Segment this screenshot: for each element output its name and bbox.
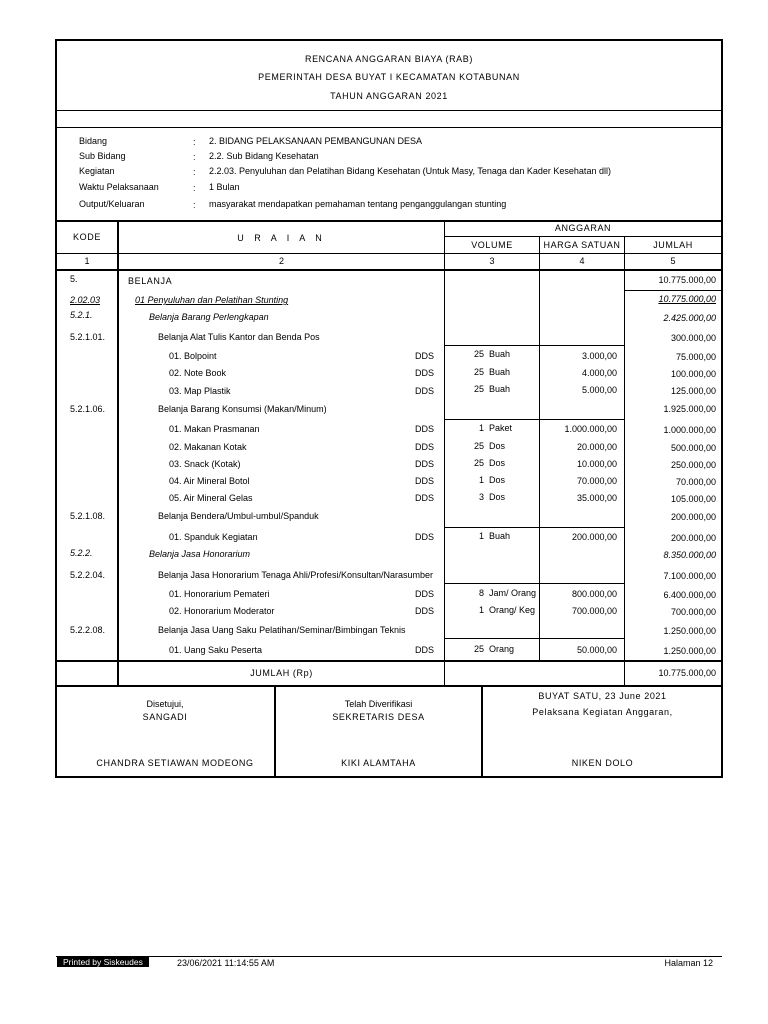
print-datetime: 23/06/2021 11:14:55 AM [177,958,275,968]
info-value-output: masyarakat mendapatkan pemahaman tentang penganggulangan stunting [209,199,507,209]
row-jumlah: 10.775.000,00 [658,294,716,304]
row-jumlah: 70.000,00 [675,477,716,487]
row-satuan: Dos [489,458,506,468]
row-volume: 25 [473,367,484,377]
footer-rule [56,956,722,957]
row-jumlah: 10.775.000,00 [658,275,716,285]
col-number-2: 2 [278,256,284,266]
row-volume: 8 [478,588,484,598]
row-jumlah: 1.925.000,00 [663,404,716,414]
row-uraian: 05. Air Mineral Gelas [169,493,253,503]
row-satuan: Buah [489,367,511,377]
row-harga: 800.000,00 [571,589,617,599]
row-harga: 700.000,00 [571,606,617,616]
col-number-1: 1 [84,256,90,266]
row-satuan: Buah [489,349,511,359]
row-sumber: DDS [415,424,435,434]
row-harga: 4.000,00 [581,368,617,378]
info-sep: : [193,183,196,193]
col-number-3: 3 [489,256,495,266]
row-volume: 3 [478,492,484,502]
row-harga: 5.000,00 [581,385,617,395]
signature-right-line1: BUYAT SATU, 23 June 2021 [538,691,667,701]
row-uraian: 03. Snack (Kotak) [169,459,241,469]
row-uraian: BELANJA [128,276,173,286]
row-uraian: 01 Penyuluhan dan Pelatihan Stunting [135,295,289,305]
row-satuan: Paket [489,423,513,433]
doc-subtitle: PEMERINTAH DESA BUYAT I KECAMATAN KOTABUNAN [258,72,520,82]
row-jumlah: 6.400.000,00 [663,590,716,600]
row-harga: 70.000,00 [576,476,617,486]
info-label-waktu: Waktu Pelaksanaan [79,182,159,192]
row-harga: 35.000,00 [576,493,617,503]
row-uraian: Belanja Barang Konsumsi (Makan/Minum) [158,404,327,414]
row-jumlah: 200.000,00 [670,533,716,543]
row-volume: 1 [478,605,484,615]
total-value: 10.775.000,00 [658,668,716,678]
row-volume: 1 [478,423,484,433]
row-sumber: DDS [415,493,435,503]
row-sumber: DDS [415,476,435,486]
row-uraian: 03. Map Plastik [169,386,231,396]
row-kode: 5.2.1. [70,310,93,320]
row-uraian: Belanja Jasa Honorarium Tenaga Ahli/Profesi/Konsultan/Narasumber [158,570,433,580]
row-jumlah: 7.100.000,00 [663,571,716,581]
col-line-kode [117,221,119,686]
row-sumber: DDS [415,645,435,655]
info-sep: : [193,200,196,210]
info-label-bidang: Bidang [79,136,108,146]
table-top-border [56,220,722,222]
row-harga: 10.000,00 [576,459,617,469]
divider [56,127,722,128]
signature-left-line2: SANGADI [142,712,188,722]
info-value-sub-bidang: 2.2. Sub Bidang Kesehatan [209,151,319,161]
divider [56,110,722,111]
doc-year: TAHUN ANGGARAN 2021 [330,91,448,101]
row-uraian: 02. Honorarium Moderator [169,606,275,616]
row-harga: 50.000,00 [576,645,617,655]
row-jumlah: 300.000,00 [670,333,716,343]
row-jumlah: 250.000,00 [670,460,716,470]
row-kode: 5.2.2.08. [70,625,106,635]
page-number: Halaman 12 [664,958,713,968]
anggaran-divider [444,236,722,237]
info-value-kegiatan: 2.2.03. Penyuluhan dan Pelatihan Bidang Kesehatan (Untuk Masy, Tenaga dan Kader Kesehatan dll) [209,166,611,176]
row-kode: 5.2.2. [70,548,93,558]
row-jumlah: 125.000,00 [670,386,716,396]
row-harga: 20.000,00 [576,442,617,452]
col-number-4: 4 [579,256,585,266]
row-jumlah: 2.425.000,00 [663,313,716,323]
row-satuan: Buah [489,384,511,394]
row-kode: 5.2.1.06. [70,404,106,414]
row-sumber: DDS [415,606,435,616]
row-uraian: 01. Bolpoint [169,351,217,361]
info-sep: : [193,167,196,177]
row-kode: 5. [70,274,78,284]
row-sumber: DDS [415,351,435,361]
row-uraian: 01. Honorarium Pemateri [169,589,270,599]
row-uraian: 04. Air Mineral Botol [169,476,250,486]
signature-left-name: CHANDRA SETIAWAN MODEONG [96,758,254,768]
signature-right-name: NIKEN DOLO [571,758,634,768]
signature-middle-line1: Telah Diverifikasi [344,699,413,709]
row-satuan: Dos [489,492,506,502]
col-header-harga: HARGA SATUAN [543,240,621,250]
col-number-5: 5 [670,256,676,266]
row-volume: 1 [478,531,484,541]
row-sumber: DDS [415,589,435,599]
row-satuan: Buah [489,531,511,541]
row-sumber: DDS [415,442,435,452]
total-top-border [56,660,722,662]
signature-right-line2: Pelaksana Kegiatan Anggaran, [532,707,673,717]
row-satuan: Orang [489,644,515,654]
row-uraian: Belanja Jasa Uang Saku Pelatihan/Seminar/Bimbingan Teknis [158,625,406,635]
row-uraian: 01. Makan Prasmanan [169,424,260,434]
col-header-jumlah: JUMLAH [653,240,693,250]
info-sep: : [193,137,196,147]
info-label-sub-bidang: Sub Bidang [79,151,126,161]
col-header-uraian: U R A I A N [237,233,326,243]
row-jumlah: 105.000,00 [670,494,716,504]
row-kode: 5.2.1.01. [70,332,106,342]
row-jumlah: 1.250.000,00 [663,626,716,636]
row-satuan: Dos [489,475,506,485]
col-line-uraian [444,221,445,686]
col-header-kode: KODE [73,232,101,242]
row-jumlah: 700.000,00 [670,607,716,617]
row-uraian: 01. Uang Saku Peserta [169,645,263,655]
row-satuan: Jam/ Orang [489,588,537,598]
row-volume: 1 [478,475,484,485]
row-jumlah: 8.350.000,00 [663,550,716,560]
row-kode: 5.2.1.08. [70,511,106,521]
row-satuan: Dos [489,441,506,451]
row-uraian: Belanja Bendera/Umbul-umbul/Spanduk [158,511,319,521]
header-row-divider [56,253,722,254]
info-value-waktu: 1 Bulan [209,182,240,192]
row-volume: 25 [473,458,484,468]
row-harga: 200.000,00 [571,532,617,542]
row-uraian: 02. Note Book [169,368,227,378]
row-kode: 2.02.03 [70,295,101,305]
row-uraian: Belanja Barang Perlengkapan [149,312,269,322]
row-jumlah: 200.000,00 [670,512,716,522]
row-volume: 25 [473,644,484,654]
row-sumber: DDS [415,459,435,469]
signature-left-line1: Disetujui, [146,699,184,709]
row-kode: 5.2.2.04. [70,570,106,580]
info-label-kegiatan: Kegiatan [79,166,115,176]
info-sep: : [193,152,196,162]
doc-title: RENCANA ANGGARAN BIAYA (RAB) [304,54,473,64]
number-row-divider [56,269,722,271]
row-satuan: Orang/ Keg [489,605,536,615]
row-jumlah: 1.250.000,00 [663,646,716,656]
col-header-anggaran: ANGGARAN [554,223,612,233]
info-value-bidang: 2. BIDANG PELAKSANAAN PEMBANGUNAN DESA [209,136,423,146]
row-sumber: DDS [415,386,435,396]
row-harga: 3.000,00 [581,351,617,361]
row-jumlah: 1.000.000,00 [663,425,716,435]
row-harga: 1.000.000,00 [564,424,617,434]
row-volume: 25 [473,349,484,359]
row-uraian: 02. Makanan Kotak [169,442,247,452]
row-uraian: Belanja Alat Tulis Kantor dan Benda Pos [158,332,320,342]
signature-middle-name: KIKI ALAMTAHA [341,758,416,768]
row-jumlah: 500.000,00 [670,443,716,453]
total-label: JUMLAH (Rp) [250,668,313,678]
row-jumlah: 75.000,00 [675,352,716,362]
signature-middle-line2: SEKRETARIS DESA [332,712,425,722]
row-uraian: Belanja Jasa Honorarium [149,549,251,559]
row-jumlah: 100.000,00 [670,369,716,379]
row-sumber: DDS [415,368,435,378]
row-uraian: 01. Spanduk Kegiatan [169,532,258,542]
row-sumber: DDS [415,532,435,542]
info-label-output: Output/Keluaran [79,199,145,209]
row-volume: 25 [473,384,484,394]
col-header-volume: VOLUME [471,240,513,250]
printed-by-badge: Printed by Siskeudes [57,957,149,967]
row-volume: 25 [473,441,484,451]
